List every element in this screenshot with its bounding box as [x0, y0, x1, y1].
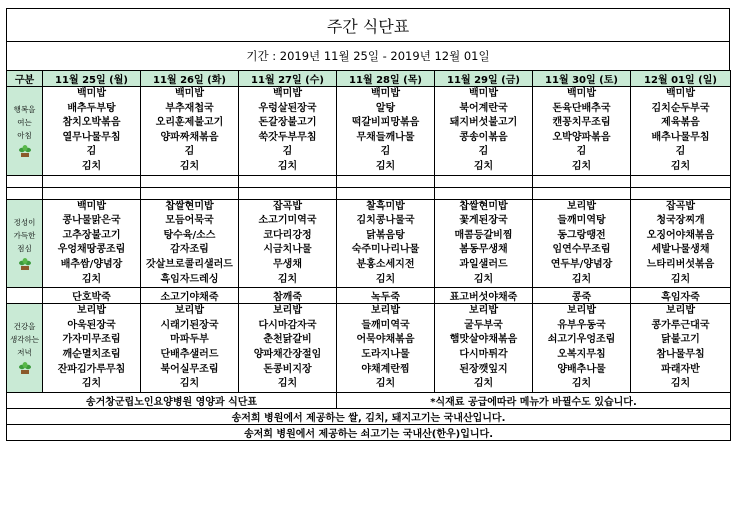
- empty-cell: [337, 175, 435, 187]
- empty-cell: [141, 175, 239, 187]
- menu-item: 굴두부국: [464, 319, 503, 331]
- porridge-item: 참깨죽: [239, 288, 337, 304]
- day-header: 11월 30일 (토): [533, 71, 631, 87]
- menu-item: 콩송이볶음: [459, 131, 508, 143]
- menu-item: 김: [675, 146, 686, 158]
- menu-item: 콩가루근대국: [651, 319, 710, 331]
- day-header: 11월 26일 (화): [141, 71, 239, 87]
- lunch-row: [7, 199, 731, 288]
- page-title: 주간 식단표: [6, 8, 730, 42]
- menu-item: 백미밥: [666, 88, 695, 99]
- header-row: [7, 71, 731, 87]
- menu-item: 김: [184, 146, 195, 158]
- menu-item: 김: [380, 146, 391, 158]
- menu-item: 백미밥: [175, 88, 204, 99]
- dinner-day-cell: [43, 304, 141, 393]
- menu-item: 부추재첩국: [165, 102, 214, 114]
- menu-item: 김치: [375, 378, 396, 390]
- menu-item: 닭불고기: [661, 334, 700, 346]
- menu-item: 양파채간장절임: [253, 348, 322, 360]
- menu-item: 모듬어묵국: [165, 215, 214, 227]
- menu-item: 쇠고기우엉조림: [547, 334, 616, 346]
- breakfast-row: [7, 87, 731, 176]
- dinner-day-cell: [435, 304, 533, 393]
- menu-item: 숙주미나리나물: [351, 244, 420, 256]
- menu-item: 잡곡밥: [666, 200, 695, 212]
- breakfast-day-cell: [435, 87, 533, 176]
- potted-plant-icon: [17, 257, 33, 271]
- menu-item: 김치: [81, 160, 102, 172]
- menu-item: 양배추나물: [557, 363, 606, 375]
- menu-item: 세발나물생채: [651, 244, 710, 256]
- menu-item: 보리밥: [175, 305, 204, 317]
- menu-item: 김치: [277, 160, 298, 172]
- menu-item: 돈육단배추국: [552, 102, 611, 114]
- breakfast-day-cell: [337, 87, 435, 176]
- menu-item: 연두부/양념장: [550, 258, 613, 270]
- menu-item: 오복지무침: [557, 348, 606, 360]
- potted-plant-icon: [17, 361, 33, 375]
- menu-item: 김: [478, 146, 489, 158]
- menu-item: 단배추샐러드: [160, 348, 219, 360]
- menu-item: 도라지나물: [361, 348, 410, 360]
- meal-label-line: 생각하는: [10, 335, 39, 345]
- menu-item: 떡갈비피망볶음: [351, 117, 420, 129]
- menu-item: 김치: [571, 160, 592, 172]
- menu-item: 잡곡밥: [273, 200, 302, 212]
- menu-item: 들깨미역탕: [557, 215, 606, 227]
- menu-item: 아욱된장국: [67, 319, 116, 331]
- menu-item: 김치: [670, 160, 691, 172]
- menu-item: 우렁살된장국: [258, 102, 317, 114]
- lunch-day-cell: [631, 199, 731, 288]
- menu-item: 꽃게된장국: [459, 215, 508, 227]
- menu-item: 돈콩비지장: [263, 363, 312, 375]
- empty-cell: [7, 187, 43, 199]
- breakfast-day-cell: [631, 87, 731, 176]
- empty-cell: [7, 175, 43, 187]
- menu-item: 매콤등갈비찜: [454, 229, 513, 241]
- menu-item: 감자조림: [170, 244, 209, 256]
- menu-item: 시금치나물: [263, 244, 312, 256]
- menu-item: 백미밥: [371, 88, 400, 99]
- lunch-day-cell: [337, 199, 435, 288]
- spacer-row: [7, 187, 731, 199]
- footer-row: [7, 408, 731, 424]
- lunch-day-cell: [239, 199, 337, 288]
- empty-cell: [631, 187, 731, 199]
- menu-item: 김: [282, 146, 293, 158]
- menu-item: 보리밥: [77, 305, 106, 317]
- menu-item: 유부우동국: [557, 319, 606, 331]
- meal-label-line: 건강을: [13, 322, 36, 332]
- menu-item: 찰흑미밥: [366, 200, 405, 212]
- breakfast-day-cell: [533, 87, 631, 176]
- menu-item: 보리밥: [371, 305, 400, 317]
- menu-item: 양파짜채볶음: [160, 131, 219, 143]
- footer-row: [7, 424, 731, 440]
- dinner-label: [7, 304, 43, 393]
- menu-item: 백미밥: [567, 88, 596, 99]
- menu-item: 알탕: [375, 102, 396, 114]
- menu-item: 다시마튀각: [459, 348, 508, 360]
- menu-item: 시래기된장국: [160, 319, 219, 331]
- menu-item: 김치: [277, 273, 298, 285]
- empty-cell: [43, 187, 141, 199]
- menu-item: 과일샐러드: [459, 258, 508, 270]
- footer-beef-note: 송저희 병원에서 제공하는 쇠고기는 국내산(한우)입니다.: [7, 424, 731, 440]
- menu-item: 김치: [375, 273, 396, 285]
- menu-item: 콩나물맑은국: [62, 215, 121, 227]
- lunch-label: [7, 199, 43, 288]
- empty-cell: [43, 175, 141, 187]
- menu-item: 춘천닭갈비: [263, 334, 312, 346]
- menu-item: 갓살브로콜리샐러드: [146, 258, 233, 270]
- menu-item: 코다리강정: [263, 229, 312, 241]
- menu-item: 캔꽁치무조림: [552, 117, 611, 129]
- empty-cell: [533, 187, 631, 199]
- porridge-item: 흑임자죽: [631, 288, 731, 304]
- menu-item: 열무나물무침: [62, 131, 121, 143]
- menu-item: 김치순두부국: [651, 102, 710, 114]
- menu-item: 깨순멸치조림: [62, 348, 121, 360]
- menu-item: 김치: [179, 160, 200, 172]
- meal-label-line: 가득한: [13, 230, 36, 240]
- menu-item: 임연수무조림: [552, 244, 611, 256]
- meal-label-line: 아침: [17, 131, 32, 141]
- menu-item: 보리밥: [273, 305, 302, 317]
- breakfast-label: [7, 87, 43, 176]
- menu-item: 백미밥: [273, 88, 302, 99]
- menu-item: 보리밥: [567, 305, 596, 317]
- menu-item: 김: [576, 146, 587, 158]
- menu-item: 김치: [375, 160, 396, 172]
- menu-item: 참치오박볶음: [62, 117, 121, 129]
- menu-item: 무채들깨나물: [356, 131, 415, 143]
- menu-item: 북어실무조림: [160, 363, 219, 375]
- menu-item: 야채계란찜: [361, 363, 410, 375]
- menu-item: 어묵야채볶음: [356, 334, 415, 346]
- menu-item: 탕수육/소스: [163, 229, 216, 241]
- menu-item: 김치: [81, 378, 102, 390]
- menu-item: 김치: [670, 378, 691, 390]
- menu-item: 들깨미역국: [361, 319, 410, 331]
- menu-item: 오리훈제불고기: [155, 117, 224, 129]
- day-header: 11월 29일 (금): [435, 71, 533, 87]
- dinner-row: [7, 304, 731, 393]
- meal-label-line: 정성이: [13, 217, 36, 227]
- footer-origin-note: 송저희 병원에서 제공하는 쌀, 김치, 돼지고기는 국내산입니다.: [7, 408, 731, 424]
- menu-item: 돼지버섯불고기: [449, 117, 518, 129]
- dinner-day-cell: [533, 304, 631, 393]
- menu-item: 찹쌀현미밥: [459, 200, 508, 212]
- lunch-day-cell: [533, 199, 631, 288]
- menu-item: 마파두부: [170, 334, 209, 346]
- menu-item: 보리밥: [666, 305, 695, 317]
- menu-item: 배추나물무침: [651, 131, 710, 143]
- menu-item: 김치: [473, 160, 494, 172]
- breakfast-day-cell: [141, 87, 239, 176]
- breakfast-day-cell: [43, 87, 141, 176]
- menu-item: 파래자반: [661, 363, 700, 375]
- menu-item: 김치: [473, 378, 494, 390]
- menu-item: 김치: [670, 273, 691, 285]
- menu-item: 다시마감자국: [258, 319, 317, 331]
- day-header: 11월 27일 (수): [239, 71, 337, 87]
- menu-item: 청국장찌개: [656, 215, 705, 227]
- menu-item: 김치: [81, 273, 102, 285]
- porridge-row: [7, 288, 731, 304]
- menu-item: 참나물무침: [656, 348, 705, 360]
- day-header: 12월 01일 (일): [631, 71, 731, 87]
- porridge-item: 녹두죽: [337, 288, 435, 304]
- menu-item: 김치콩나물국: [356, 215, 415, 227]
- lunch-day-cell: [43, 199, 141, 288]
- weekly-menu-table: [6, 70, 731, 441]
- menu-period: 기간 : 2019년 11월 25일 - 2019년 12월 01일: [6, 42, 730, 70]
- empty-cell: [435, 175, 533, 187]
- menu-item: 우엉채땅콩조림: [57, 244, 126, 256]
- empty-cell: [239, 187, 337, 199]
- spacer-row: [7, 175, 731, 187]
- footer-change-note: *식재료 공급에따라 메뉴가 바뀔수도 있습니다.: [337, 392, 731, 408]
- dinner-day-cell: [141, 304, 239, 393]
- day-header: 11월 28일 (목): [337, 71, 435, 87]
- menu-item: 김: [86, 146, 97, 158]
- menu-item: 보리밥: [567, 200, 596, 212]
- breakfast-day-cell: [239, 87, 337, 176]
- porridge-item: 소고기야채죽: [141, 288, 239, 304]
- empty-cell: [337, 187, 435, 199]
- meal-label-line: 저녁: [17, 348, 32, 358]
- empty-cell: [141, 187, 239, 199]
- menu-item: 오징어야채볶음: [646, 229, 715, 241]
- menu-item: 김치: [277, 378, 298, 390]
- dinner-day-cell: [337, 304, 435, 393]
- menu-item: 분홍소세지전: [356, 258, 415, 270]
- menu-item: 무생채: [273, 258, 302, 270]
- day-header: 11월 25일 (월): [43, 71, 141, 87]
- empty-cell: [533, 175, 631, 187]
- menu-item: 제육볶음: [661, 117, 700, 129]
- footer-hospital-note: 송거창군립노인요양병원 영양과 식단표: [7, 392, 337, 408]
- menu-item: 된장깻잎지: [459, 363, 508, 375]
- menu-item: 햄맛살야채볶음: [449, 334, 518, 346]
- empty-cell: [631, 175, 731, 187]
- meal-label-line: 여는: [17, 118, 32, 128]
- menu-item: 보리밥: [469, 305, 498, 317]
- porridge-item: 단호박죽: [43, 288, 141, 304]
- lunch-day-cell: [141, 199, 239, 288]
- potted-plant-icon: [17, 144, 33, 158]
- menu-item: 잔파김가루무침: [57, 363, 126, 375]
- menu-item: 동그랑땡전: [557, 229, 606, 241]
- menu-item: 느타리버섯볶음: [646, 258, 715, 270]
- menu-item: 김치: [571, 378, 592, 390]
- meal-label-line: 행복을: [13, 105, 36, 115]
- porridge-item: 표고버섯야채죽: [435, 288, 533, 304]
- menu-item: 김치: [473, 273, 494, 285]
- empty-cell: [239, 175, 337, 187]
- menu-item: 북어계란국: [459, 102, 508, 114]
- dinner-day-cell: [239, 304, 337, 393]
- header-label: 구분: [7, 71, 43, 87]
- menu-item: 오박양파볶음: [552, 131, 611, 143]
- empty-cell: [7, 288, 43, 304]
- menu-item: 돈갈장불고기: [258, 117, 317, 129]
- meal-label-line: 점심: [17, 243, 32, 253]
- menu-item: 백미밥: [77, 88, 106, 99]
- menu-item: 김치: [571, 273, 592, 285]
- menu-item: 소고기미역국: [258, 215, 317, 227]
- footer-row: [7, 392, 731, 408]
- menu-item: 김치: [179, 378, 200, 390]
- lunch-day-cell: [435, 199, 533, 288]
- menu-item: 배추쌈/양념장: [60, 258, 123, 270]
- menu-item: 흑임자드레싱: [160, 273, 219, 285]
- menu-item: 닭볶음탕: [366, 229, 405, 241]
- porridge-item: 콩죽: [533, 288, 631, 304]
- empty-cell: [435, 187, 533, 199]
- menu-item: 배추두부탕: [67, 102, 116, 114]
- menu-item: 백미밥: [469, 88, 498, 99]
- dinner-day-cell: [631, 304, 731, 393]
- menu-item: 백미밥: [77, 200, 106, 212]
- menu-item: 봄동무생채: [459, 244, 508, 256]
- menu-item: 쑥갓두부무침: [258, 131, 317, 143]
- menu-item: 찹쌀현미밥: [165, 200, 214, 212]
- menu-item: 고추장불고기: [62, 229, 121, 241]
- menu-item: 가자미무조림: [62, 334, 121, 346]
